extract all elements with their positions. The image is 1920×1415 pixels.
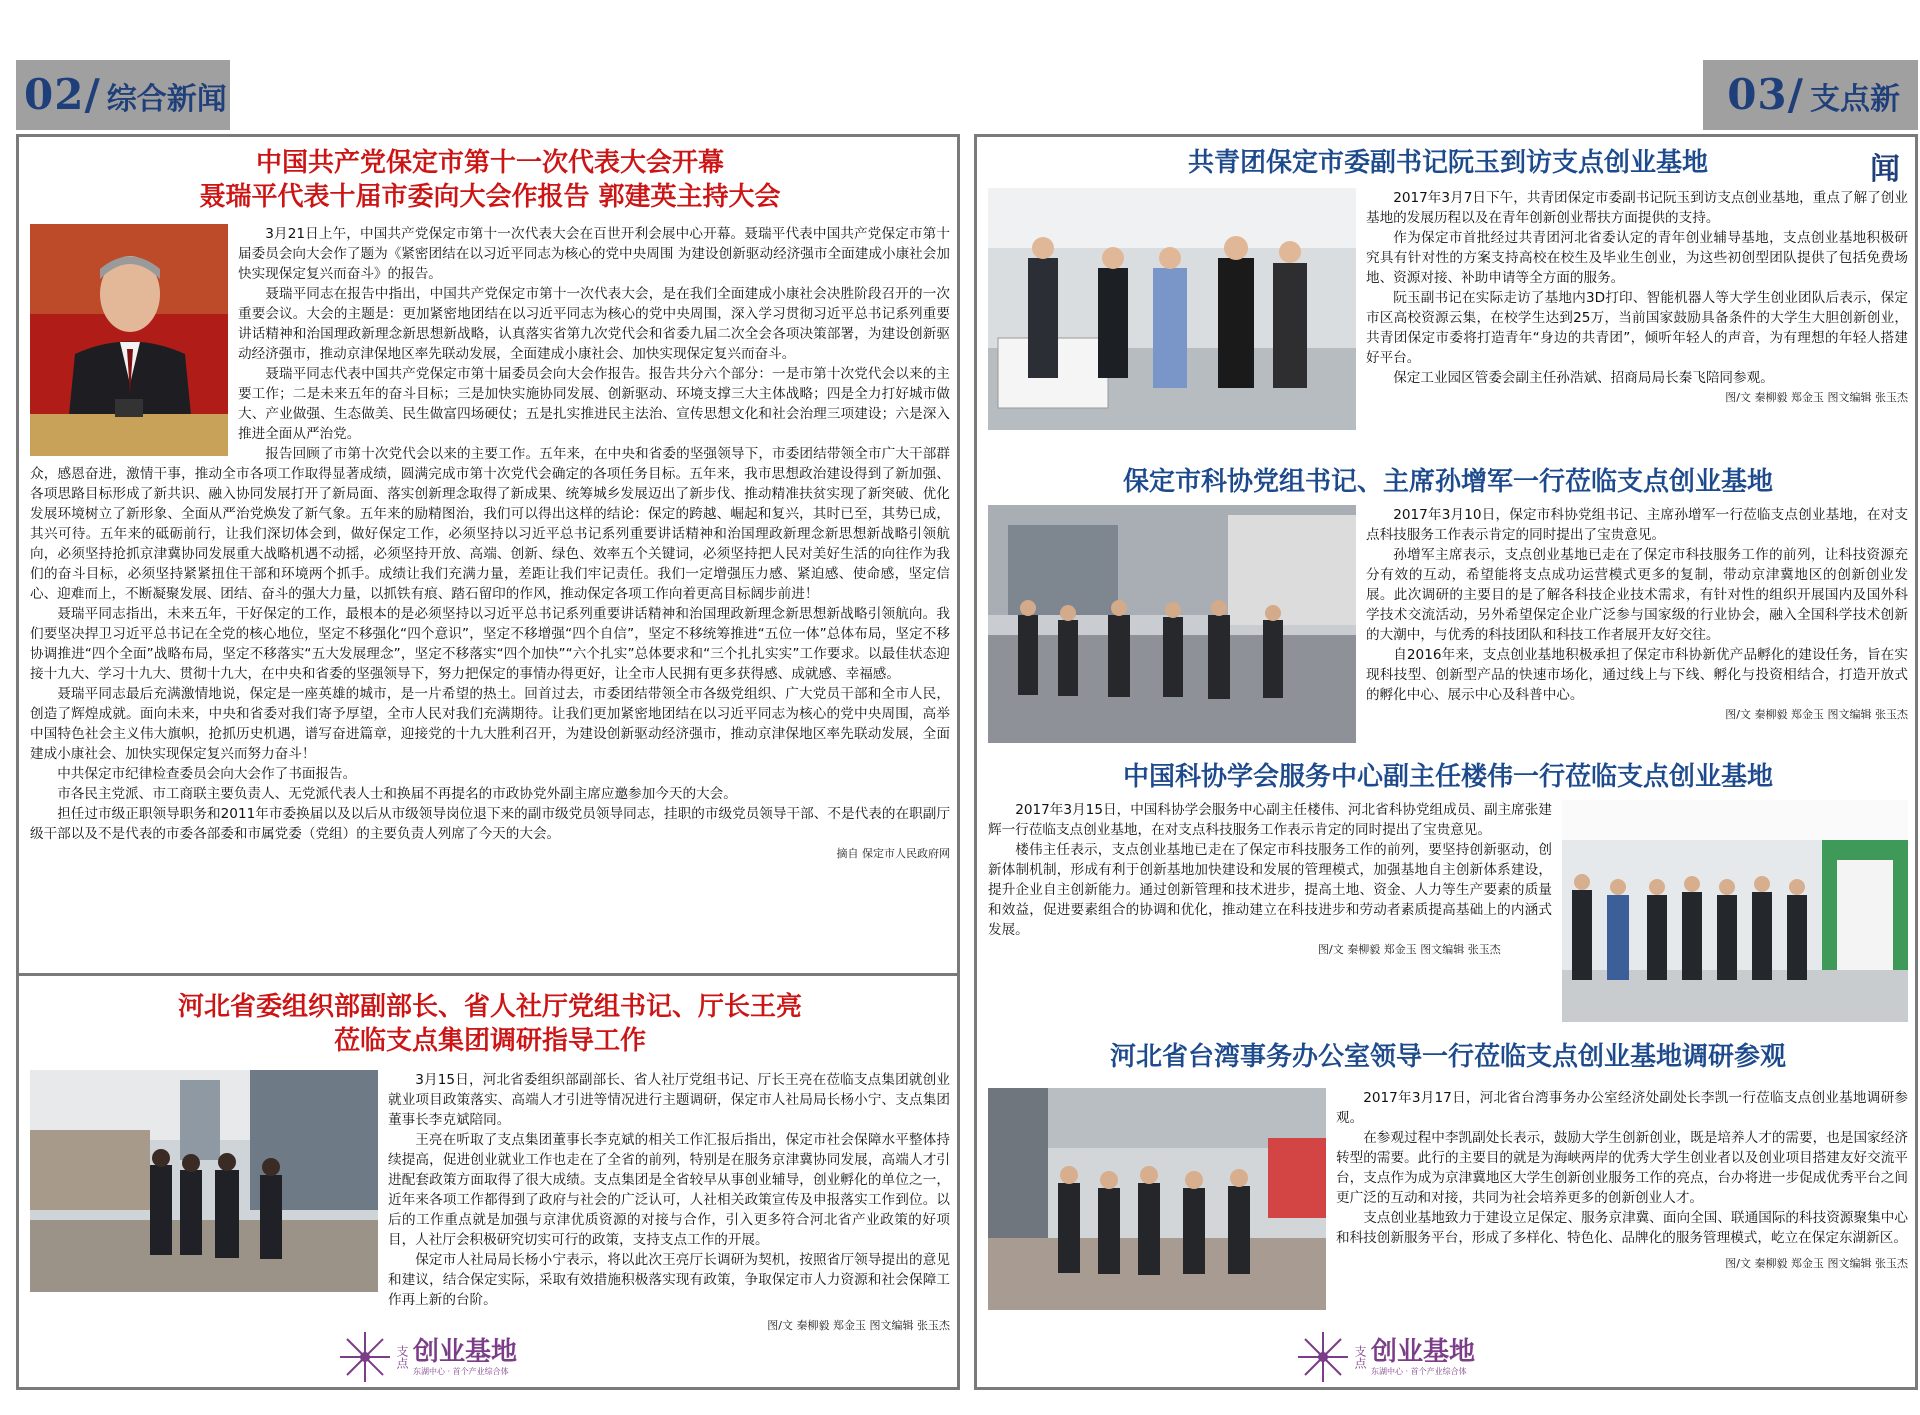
logo-sub: 东湖中心 · 首个产业综合体 <box>413 1366 509 1376</box>
paragraph: 2017年3月17日，河北省台湾事务办公室经济处副处长李凯一行莅临支点创业基地调研参观。 <box>1336 1090 1908 1126</box>
article-credit: 图/文 秦柳毅 郑金玉 图文编辑 张玉杰 <box>767 1319 950 1332</box>
headline: 河北省台湾事务办公室领导一行莅临支点创业基地调研参观 <box>1109 1042 1786 1072</box>
headline-line1: 中国共产党保定市第十一次代表大会开幕 <box>255 148 724 178</box>
paragraph: 中共保定市纪律检查委员会向大会作了书面报告。 <box>57 766 357 782</box>
article-wangliang <box>30 990 950 1336</box>
paragraph: 孙增军主席表示，支点创业基地已走在了保定市科技服务工作的前列，让科技资源充分有效的互动，希望能将支点成功运营模式更多的复制，带动京津冀地区的创新创业发展。此次调研的主要目的是了解各科技企业技术需求，有针对性的组织开展国内及国外科学技术交流活动，另外希望保定企业广泛参与国家级的行业协会，融入全国科学技术创新的大潮中，与优秀的科技团队和科技工作者展开友好交往。 <box>1366 547 1908 643</box>
logo-mark-icon <box>1294 1328 1352 1386</box>
brand-logo <box>1294 1328 1475 1386</box>
paragraph: 担任过市级正职领导职务和2011年市委换届以及以后从市级领导岗位退下来的副市级党员领导同志，挂职的市级党员领导干部、不是代表的在职副厅级干部以及不是代表的市委各部委和市属党委（党组）的主要负责人列席了今天的大会。 <box>30 806 950 842</box>
paragraph: 2017年3月10日，保定市科协党组书记、主席孙增军一行莅临支点创业基地，在对支点科技服务工作表示肯定的同时提出了宝贵意见。 <box>1366 507 1908 543</box>
headline-line2: 莅临支点集团调研指导工作 <box>333 1026 646 1056</box>
article-credit: 摘自 保定市人民政府网 <box>836 847 950 860</box>
headline-line1: 河北省委组织部副部长、省人社厅党组书记、厅长王亮 <box>177 992 802 1022</box>
delegation-walk-image <box>988 505 1356 743</box>
article-credit: 图/文 秦柳毅 郑金玉 图文编辑 张玉杰 <box>1725 1257 1908 1270</box>
paragraph: 2017年3月15日，中国科协学会服务中心副主任楼伟、河北省科协党组成员、副主席张建辉一行莅临支点创业基地，在对支点科技服务工作表示肯定的同时提出了宝贵意见。 <box>988 802 1552 838</box>
article-sunzengjun <box>988 465 1908 749</box>
page-number: 03/ <box>1727 70 1804 119</box>
article-ruanyu <box>988 146 1908 436</box>
article-credit: 图/文 秦柳毅 郑金玉 图文编辑 张玉杰 <box>1725 391 1908 404</box>
right-page <box>974 60 1918 1390</box>
paragraph: 2017年3月7日下午，共青团保定市委副书记阮玉到访支点创业基地，重点了解了创业基地的发展历程以及在青年创新创业帮扶方面提供的支持。 <box>1366 190 1908 226</box>
visit-photo <box>988 505 1356 743</box>
headline: 保定市科协党组书记、主席孙增军一行莅临支点创业基地 <box>1122 467 1773 497</box>
speaker-photo <box>30 224 228 456</box>
page-tag-left <box>16 60 230 130</box>
page-number: 02/ <box>24 70 101 119</box>
speaker-image <box>30 224 228 456</box>
article-congress <box>30 146 950 864</box>
section-title: 支点新闻 <box>1810 82 1900 187</box>
delegation-image <box>30 1070 378 1292</box>
article-body <box>988 505 1908 725</box>
article-body <box>30 1070 950 1336</box>
logo-brand: 创业基地 <box>1371 1336 1476 1367</box>
article-body <box>988 1088 1908 1274</box>
paragraph: 保定工业园区管委会副主任孙浩斌、招商局局长秦飞陪同参观。 <box>1393 370 1774 386</box>
paragraph: 聂瑞平同志指出，未来五年，干好保定的工作，最根本的是必须坚持以习近平总书记系列重要讲话精神和治国理政新理念新思想新战略引领航向。我们要坚决捍卫习近平总书记在全党的核心地位，坚定不移强化“四个意识”，坚定不移增强“四个自信”，坚定不移统筹推进“五位一体”总体布局，坚定不移协调推进“四个全面”战略布局，坚定不移落实“五大发展理念”，坚定不移落实“四个加快”“六个扎实”总体要求和“三个扎扎实实”工作要求。以最佳状态迎接十九大、学习十九大、贯彻十九大，在中央和省委的坚强领导下，努力把保定的事情办得更好，让全市人民拥有更多获得感、成就感、幸福感。 <box>30 606 950 682</box>
logo-small-text: 支点 <box>395 1345 409 1369</box>
logo-mark-icon <box>336 1328 394 1386</box>
paragraph: 聂瑞平同志代表中国共产党保定市第十届委员会向大会作报告。报告共分六个部分：一是市第十次党代会以来的主要工作；二是未来五年的奋斗目标；三是加快实施协同发展、创新驱动、环境支撑三大主体战略；四是全力打好城市做大、产业做强、生态做美、民生做富四场硬仗；五是扎实推进民主法治、宣传思想文化和社会治理三项建设；六是深入推进全面从严治党。 <box>238 366 950 442</box>
logo-small-text: 支点 <box>1353 1345 1367 1369</box>
left-page <box>16 60 960 1390</box>
logo-brand: 创业基地 <box>413 1336 518 1367</box>
brand-logo <box>336 1328 517 1386</box>
headline: 共青团保定市委副书记阮玉到访支点创业基地 <box>1187 148 1708 178</box>
paragraph: 作为保定市首批经过共青团河北省委认定的青年创业辅导基地，支点创业基地积极研究具有针对性的方案支持高校在校生及毕业生创业，为这些初创型团队提供了包括免费场地、资源对接、补助申请等全方面的服务。 <box>1366 230 1908 286</box>
paragraph: 聂瑞平同志最后充满激情地说，保定是一座英雄的城市，是一片希望的热土。回首过去，市委团结带领全市各级党组织、广大党员干部和全市人民，创造了辉煌成就。面向未来，中央和省委对我们寄予厚望，全市人民对我们充满期待。让我们更加紧密地团结在以习近平同志为核心的党中央周围，高举中国特色社会主义伟大旗帜，抢抓历史机遇，谱写奋进篇章，迎接党的十九大胜利召开，为建设创新驱动经济强市，推动京津保地区率先联动发展，全面建成小康社会、加快实现保定复兴而努力奋斗！ <box>30 686 950 762</box>
section-title: 综合新闻 <box>106 82 227 117</box>
paragraph: 支点创业基地致力于建设立足保定、服务京津冀、面向全国、联通国际的科技资源聚集中心和科技创新服务平台，形成了多样化、特色化、品牌化的服务管理模式，屹立在保定东湖新区。 <box>1336 1210 1908 1246</box>
exhibition-image <box>1562 800 1908 1022</box>
logo-sub: 东湖中心 · 首个产业综合体 <box>1371 1366 1467 1376</box>
paragraph: 自2016年来，支点创业基地积极承担了保定市科协新优产品孵化的建设任务，旨在实现科技型、创新型产品的快速市场化，通过线上与下线、孵化与投资相结合，打造开放式的孵化中心、展示中心及科普中心。 <box>1366 647 1908 703</box>
article-credit: 图/文 秦柳毅 郑金玉 图文编辑 张玉杰 <box>1725 708 1908 721</box>
paragraph: 楼伟主任表示，支点创业基地已走在了保定市科技服务工作的前列，要坚持创新驱动，创新体制机制，形成有利于创新基地加快建设和发展的管理模式，加强基地自主创新体系建设，提升企业自主创新能力。通过创新管理和技术进步，提高土地、资金、人力等生产要素的质量和效益，促进要素组合的协调和优化，推动建立在科技进步和劳动者素质提高基础上的内涵式发展。 <box>988 842 1552 938</box>
article-body <box>988 188 1908 408</box>
paragraph: 阮玉副书记在实际走访了基地内3D打印、智能机器人等大学生创业团队后表示，保定市区高校资源云集，在校学生达到25万，当前国家鼓励具备条件的大学生大胆创新创业，共青团保定市委将打造青年“身边的共青团”，倾听年轻人的声音，为有理想的年轻人搭建好平台。 <box>1366 290 1908 366</box>
paragraph: 保定市人社局局长杨小宁表示，将以此次王亮厅长调研为契机，按照省厅领导提出的意见和建议，结合保定实际，采取有效措施积极落实现有政策，争取保定市人力资源和社会保障工作再上新的台阶。 <box>388 1252 950 1308</box>
paragraph: 报告回顾了市第十次党代会以来的主要工作。五年来，在中央和省委的坚强领导下，市委团结带领全市广大干部群众，感恩奋进，激情干事，推动全市各项工作取得显著成绩，圆满完成市第十次党代会确定的各项任务目标。五年来，我市思想政治建设得到了新加强、各项思路目标形成了新共识、融入协同发展打开了新局面、落实创新理念取得了新成果、统筹城乡发展迈出了新步伐、推动精准扶贫实现了新突破、优化发展环境树立了新形象、全面从严治党焕发了新气象。五年来的励精图治，我们可以得出这样的结论：保定的跨越、崛起和复兴，其时已至，其势已成，其兴可待。五年来的砥砺前行，让我们深切体会到，做好保定工作，必须坚持以习近平总书记系列重要讲话精神和治国理政新理念新思想新战略引领航向，必须坚持抢抓京津冀协同发展重大战略机遇不动摇，必须坚持开放、高端、创新、绿色、效率五个关键词，必须坚持把人民对美好生活的向往作为我们的奋斗目标，必须坚持紧紧扭住干部和环境两个抓手。成绩让我们充满力量，差距让我们牢记责任。我们一定增强压力感、紧迫感、使命感，坚定信心、迎难而上，不断凝聚发展、团结、奋斗的强大力量，以抓铁有痕、踏石留印的作风，推动保定各项工作向着更高目标阔步前进！ <box>30 446 950 602</box>
visit-photo <box>988 1088 1326 1310</box>
article-body <box>30 224 950 864</box>
group-photo-image <box>988 188 1356 430</box>
delegation-outdoor-image <box>988 1088 1326 1310</box>
paragraph: 市各民主党派、市工商联主要负责人、无党派代表人士和换届不再提名的市政协党外副主席应邀参加今天的大会。 <box>57 786 737 802</box>
paragraph: 3月21日上午，中国共产党保定市第十一次代表大会在百世开利会展中心开幕。聂瑞平代表中国共产党保定市第十届委员会向大会作了题为《紧密团结在以习近平同志为核心的党中央周围 为建设创新驱动经济强市全面建成小康社会加快实现保定复兴而奋斗》的报告。 <box>238 226 950 282</box>
visit-photo <box>30 1070 378 1292</box>
article-taiwan-office <box>988 1040 1908 1316</box>
paragraph: 在参观过程中李凯副处长表示，鼓励大学生创新创业，既是培养人才的需要，也是国家经济转型的需要。此行的主要目的就是为海峡两岸的优秀大学生创业者以及创业项目搭建友好交流平台，支点作为成为京津冀地区大学生创新创业服务工作的亮点，台办将进一步促成优秀平台之间更广泛的互动和对接，共同为社会培养更多的创新创业人才。 <box>1336 1130 1908 1206</box>
visit-photo <box>1562 800 1908 1022</box>
article-louwei <box>988 760 1908 1028</box>
article-credit: 图/文 秦柳毅 郑金玉 图文编辑 张玉杰 <box>1318 943 1501 956</box>
article-body <box>988 800 1908 960</box>
headline-line2: 聂瑞平代表十届市委向大会作报告 郭建英主持大会 <box>199 182 781 212</box>
page-tag-right <box>1703 60 1918 187</box>
headline: 中国科协学会服务中心副主任楼伟一行莅临支点创业基地 <box>1122 762 1773 792</box>
paragraph: 3月15日，河北省委组织部副部长、省人社厅党组书记、厅长王亮在莅临支点集团就创业就业项目政策落实、高端人才引进等情况进行主题调研，保定市人社局局长杨小宁、支点集团董事长李克斌陪同。 <box>388 1072 950 1128</box>
paragraph: 王亮在听取了支点集团董事长李克斌的相关工作汇报后指出，保定市社会保障水平整体持续提高，促进创业就业工作也走在了全省的前列，特别是在服务京津冀协同发展，高端人才引进配套政策方面取得了很大成绩。支点集团是全省较早从事创业辅导，创业孵化的单位之一，近年来各项工作都得到了政府与社会的广泛认可，人社相关政策宣传及申报落实工作到位。以后的工作重点就是加强与京津优质资源的对接与合作，引入更多符合河北省产业政策的好项目，人社厅会积极研究切实可行的政策，支持支点工作的开展。 <box>388 1132 950 1248</box>
paragraph: 聂瑞平同志在报告中指出，中国共产党保定市第十一次代表大会，是在我们全面建成小康社会决胜阶段召开的一次重要会议。大会的主题是：更加紧密地团结在以习近平同志为核心的党中央周围，深入学习贯彻习近平总书记系列重要讲话精神和治国理政新理念新思想新战略，认真落实省第九次党代会和省委九届二次全会各项决策部署，为建设创新驱动经济强市，推动京津保地区率先联动发展，全面建成小康社会、加快实现保定复兴而奋斗。 <box>238 286 950 362</box>
article-divider <box>16 973 960 976</box>
visit-photo <box>988 188 1356 430</box>
